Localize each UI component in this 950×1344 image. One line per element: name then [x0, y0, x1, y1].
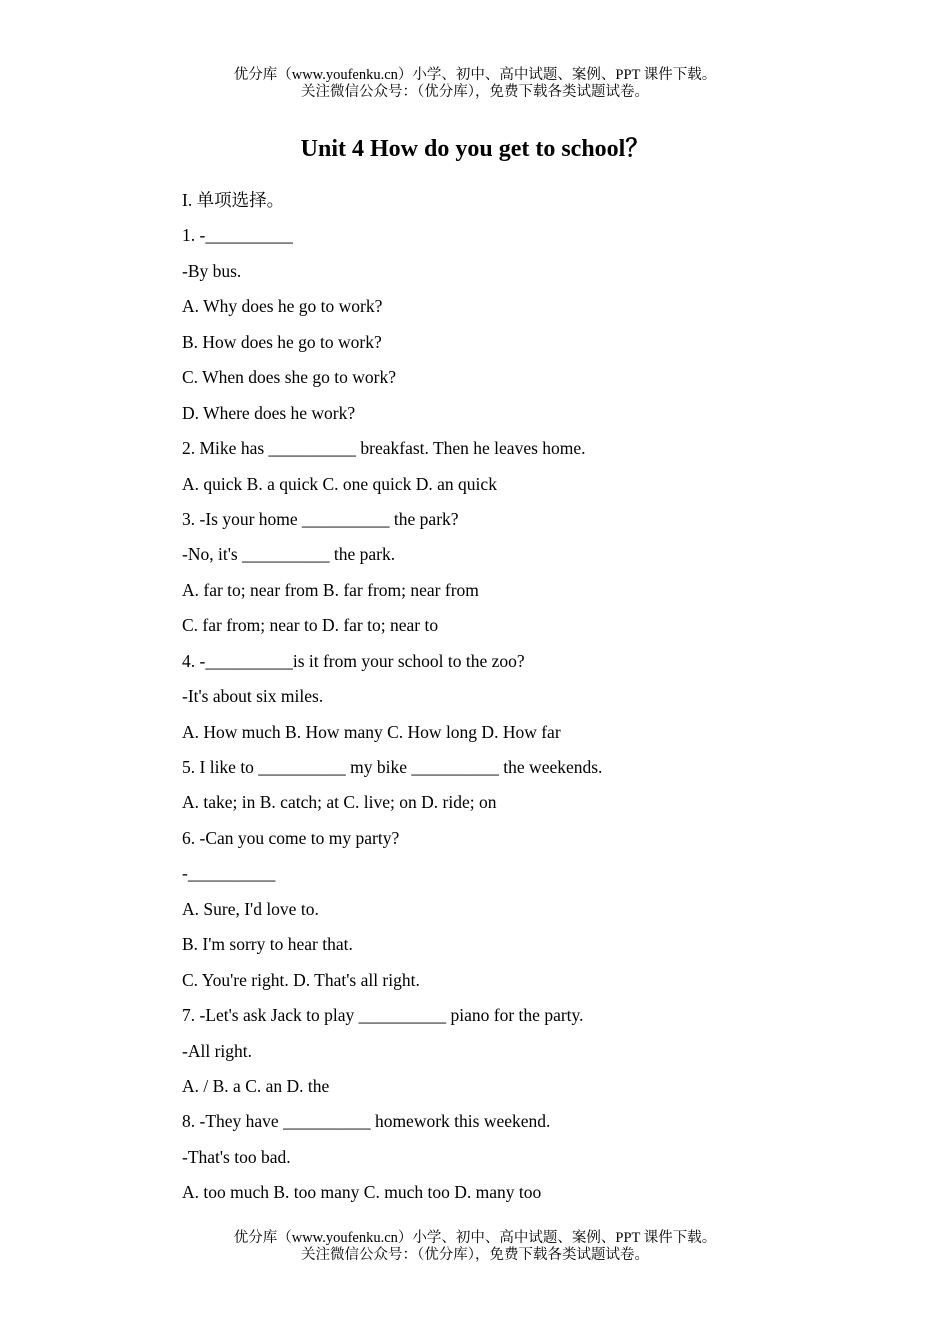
question-6-option-a: A. Sure, I'd love to. — [182, 898, 319, 919]
question-3-options-ab: A. far to; near from B. far from; near from — [182, 579, 479, 600]
section-heading: I. 单项选择。 — [182, 190, 285, 210]
question-1-option-a: A. Why does he go to work? — [182, 296, 383, 317]
header-line-2: 关注微信公众号：（优分库），免费下载各类试题试卷。 — [301, 84, 649, 100]
question-7: 7. -Let's ask Jack to play __________ piano for the party. — [182, 1005, 584, 1026]
question-1: 1. -__________ — [182, 225, 293, 246]
question-1-option-c: C. When does she go to work? — [182, 367, 397, 388]
question-6: 6. -Can you come to my party? — [182, 827, 400, 848]
question-4-reply: -It's about six miles. — [182, 686, 324, 707]
header-line-1: 优分库（www.youfenku.cn）小学、初中、高中试题、案例、PPT 课件下载。 — [233, 67, 717, 83]
question-1-answer: -By bus. — [182, 260, 242, 281]
page-footer — [0, 1230, 950, 1264]
question-5: 5. I like to __________ my bike __________ the weekends. — [182, 757, 603, 777]
question-3: 3. -Is your home __________ the park? — [182, 508, 459, 529]
question-3-reply: -No, it's __________ the park. — [182, 544, 396, 565]
question-6-blank: -__________ — [182, 863, 276, 884]
question-4-options: A. How much B. How many C. How long D. How far — [182, 721, 561, 742]
question-1-option-d: D. Where does he work? — [182, 402, 356, 423]
question-1-option-b: B. How does he go to work? — [182, 331, 382, 352]
question-3-options-cd: C. far from; near to D. far to; near to — [182, 615, 439, 636]
question-list — [182, 188, 902, 1216]
question-8: 8. -They have __________ homework this weekend. — [182, 1111, 551, 1132]
question-8-reply: -That's too bad. — [182, 1146, 291, 1167]
question-8-options: A. too much B. too many C. much too D. many too — [182, 1182, 542, 1203]
question-2-options: A. quick B. a quick C. one quick D. an quick — [182, 473, 497, 494]
question-6-option-b: B. I'm sorry to hear that. — [182, 934, 353, 955]
footer-line-1: 优分库（www.youfenku.cn）小学、初中、高中试题、案例、PPT 课件下载。 — [233, 1230, 717, 1246]
page-header — [0, 67, 950, 101]
question-7-options: A. / B. a C. an D. the — [182, 1075, 330, 1096]
footer-line-2: 关注微信公众号：（优分库），免费下载各类试题试卷。 — [301, 1247, 649, 1263]
question-4: 4. -__________is it from your school to the zoo? — [182, 650, 525, 671]
question-5-options: A. take; in B. catch; at C. live; on D. ride; on — [182, 792, 497, 813]
question-2: 2. Mike has __________ breakfast. Then he leaves home. — [182, 438, 586, 459]
page-title: Unit 4 How do you get to school？ — [300, 136, 650, 162]
question-6-options-cd: C. You're right. D. That's all right. — [182, 969, 420, 990]
question-7-reply: -All right. — [182, 1040, 252, 1061]
